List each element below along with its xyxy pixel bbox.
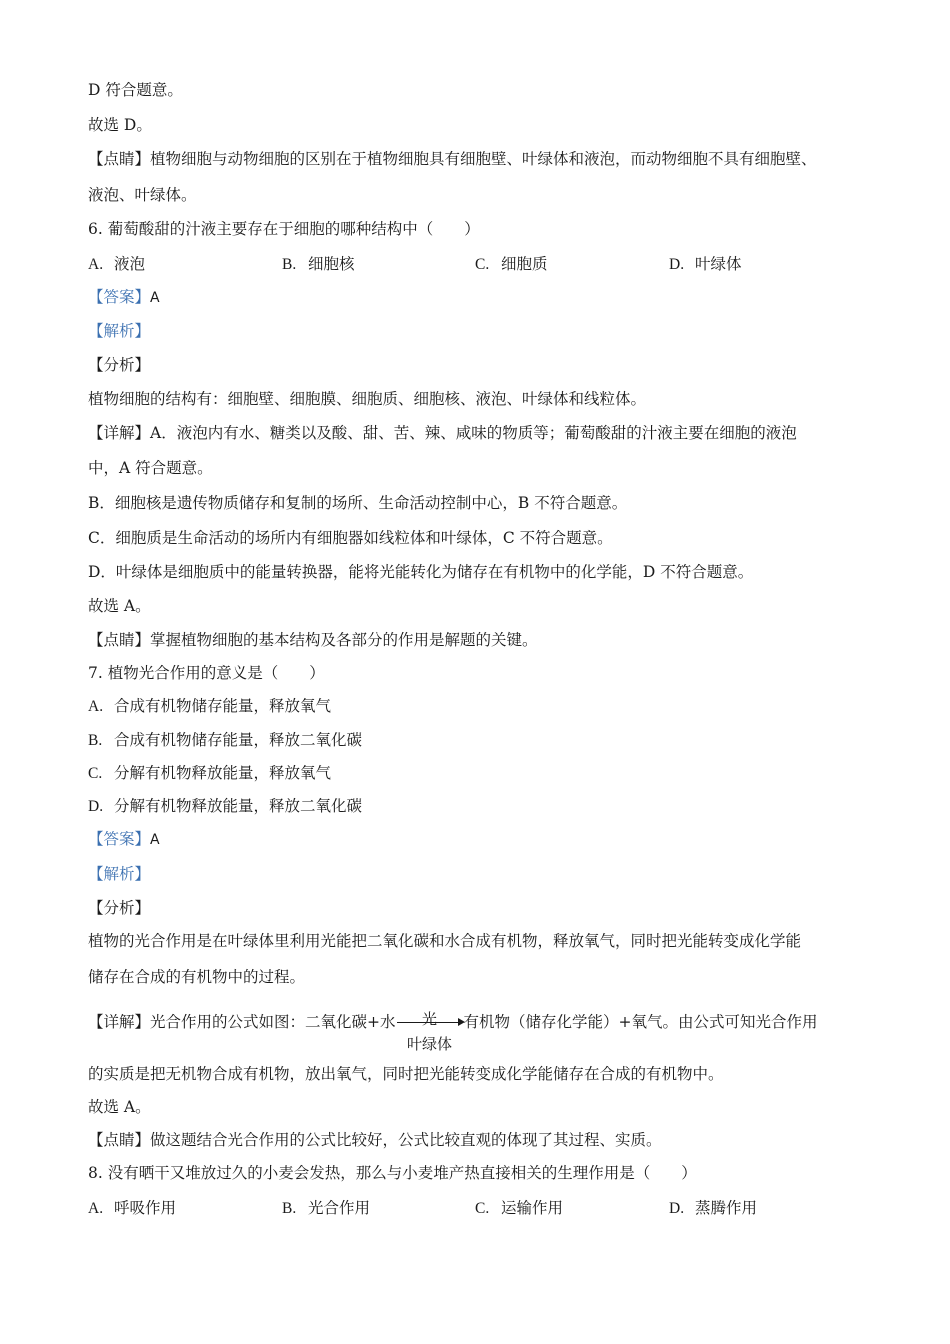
q7-option-a: A. 合成有机物储存能量，释放氧气 (88, 697, 332, 715)
q7-option-c: C. 分解有机物释放能量，释放氧气 (88, 764, 332, 782)
q8-option-c: C. 运输作用 (475, 1199, 564, 1217)
q6-options (88, 253, 880, 275)
formula-condition-chloroplast: 叶绿体 (406, 1035, 452, 1053)
q7-fenxi-label: 【分析】 (88, 899, 151, 917)
arrow-icon (397, 1022, 463, 1023)
text-line: 液泡、叶绿体。 (88, 186, 197, 204)
text-line: 储存在合成的有机物中的过程。 (88, 968, 306, 986)
q7-detail-with-formula (88, 1002, 880, 1053)
q8-option-d: D. 蒸腾作用 (669, 1199, 758, 1217)
q6-fenxi-label: 【分析】 (88, 356, 151, 374)
q7-option-d: D. 分解有机物释放能量，释放二氧化碳 (88, 797, 363, 815)
tip-line: 【点睛】做这题结合光合作用的公式比较好，公式比较直观的体现了其过程、实质。 (88, 1131, 662, 1149)
q7-answer: 【答案】A (88, 830, 160, 848)
q7-jiexi-label: 【解析】 (88, 865, 151, 883)
text-line: D．叶绿体是细胞质中的能量转换器，能将光能转化为储存在有机物中的化学能，D 不符合题意。 (88, 563, 754, 581)
q6-option-d: D. 叶绿体 (669, 255, 742, 273)
q6-jiexi-label: 【解析】 (88, 322, 151, 340)
text-line: B．细胞核是遗传物质储存和复制的场所、生命活动控制中心，B 不符合题意。 (88, 494, 628, 512)
q6-option-a: A. 液泡 (88, 255, 146, 273)
text-span: 【详解】光合作用的公式如图：二氧化碳+水 (88, 1013, 396, 1031)
tip-line: 【点睛】掌握植物细胞的基本结构及各部分的作用是解题的关键。 (88, 631, 538, 649)
tip-line: 【点睛】植物细胞与动物细胞的区别在于植物细胞具有细胞壁、叶绿体和液泡，而动物细胞不具有细胞壁、 (88, 150, 817, 168)
q6-option-b: B. 细胞核 (282, 255, 355, 273)
photosynthesis-formula-arrow (397, 1003, 463, 1053)
text-line: 的实质是把无机物合成有机物，放出氧气，同时把光能转变成化学能储存在合成的有机物中。 (88, 1065, 724, 1083)
q8-option-a: A. 呼吸作用 (88, 1199, 177, 1217)
question-6: 6. 葡萄酸甜的汁液主要存在于细胞的哪种结构中（ ） (88, 220, 480, 238)
text-line: 故选 D。 (88, 116, 152, 134)
q7-option-b: B. 合成有机物储存能量，释放二氧化碳 (88, 731, 363, 749)
text-line: 植物的光合作用是在叶绿体里利用光能把二氧化碳和水合成有机物，释放氧气，同时把光能转变成化学能 (88, 932, 802, 950)
q6-answer: 【答案】A (88, 288, 160, 306)
formula-condition-light: 光 (421, 1010, 437, 1028)
text-line: 故选 A。 (88, 597, 151, 615)
q8-options (88, 1197, 880, 1219)
q8-option-b: B. 光合作用 (282, 1199, 371, 1217)
text-span: 有机物（储存化学能）+氧气。由公式可知光合作用 (463, 1013, 818, 1031)
text-line: 【详解】A．液泡内有水、糖类以及酸、甜、苦、辣、咸味的物质等；葡萄酸甜的汁液主要在细胞的液泡 (88, 424, 797, 442)
question-7: 7. 植物光合作用的意义是（ ） (88, 664, 325, 682)
text-line: 植物细胞的结构有：细胞壁、细胞膜、细胞质、细胞核、液泡、叶绿体和线粒体。 (88, 390, 647, 408)
question-8: 8. 没有晒干又堆放过久的小麦会发热，那么与小麦堆产热直接相关的生理作用是（ ） (88, 1164, 697, 1182)
text-line: 故选 A。 (88, 1098, 151, 1116)
text-line: 中，A 符合题意。 (88, 459, 213, 477)
q6-option-c: C. 细胞质 (475, 255, 548, 273)
text-line: C．细胞质是生命活动的场所内有细胞器如线粒体和叶绿体，C 不符合题意。 (88, 529, 613, 547)
text-line: D 符合题意。 (88, 81, 183, 99)
